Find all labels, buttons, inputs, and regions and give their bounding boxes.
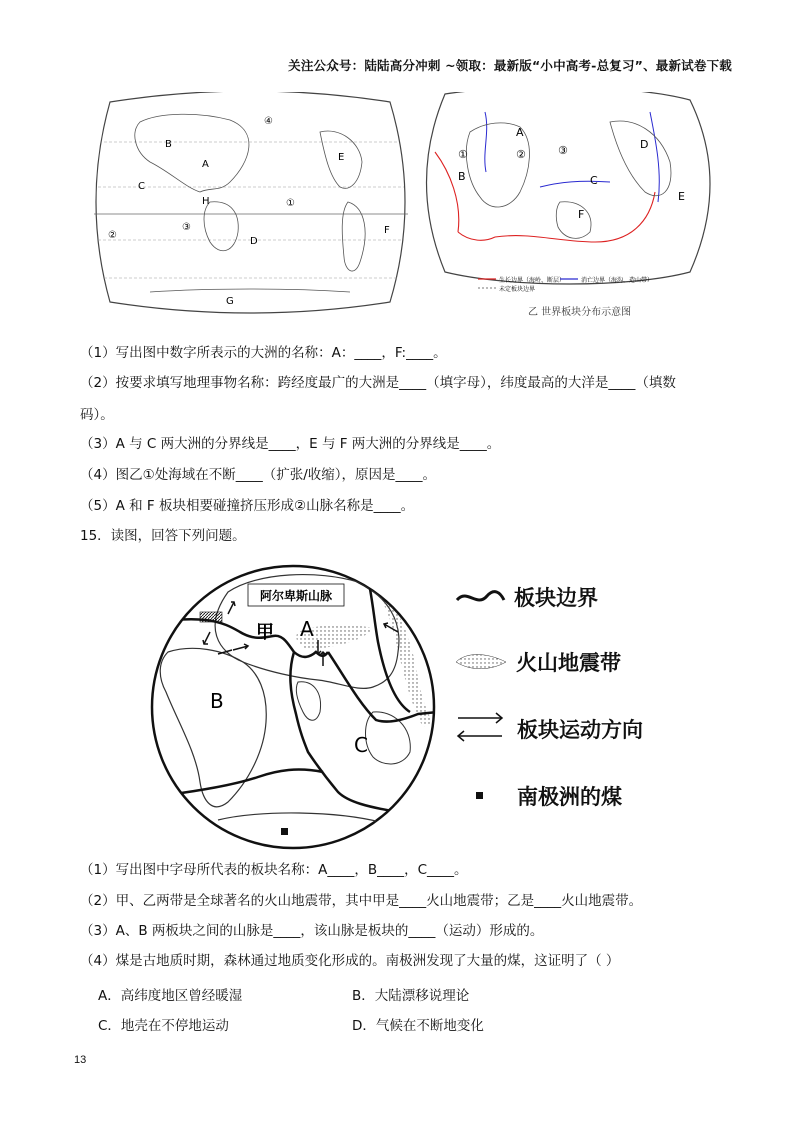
map-jia-label-C: C [138, 181, 145, 192]
antarctica-coal-marker [281, 828, 288, 835]
legend-coal-label: 南极洲的煤 [517, 784, 622, 809]
map-yi-label-F: F [578, 208, 585, 221]
q14-part1: （1）写出图中数字所表示的大洲的名称：A：____，F:____。 [80, 345, 447, 361]
map-jia-label-n1: ① [286, 198, 295, 209]
option-C[interactable]: C．地壳在不停地运动 [98, 1018, 229, 1034]
map-yi-legend-1: 消亡边界（海沟、造山带） [581, 277, 654, 284]
map-yi-legend-0: 生长边界（海岭、断层） [499, 277, 566, 284]
map-jia-label-G: G [226, 296, 234, 307]
legend-motion-symbol [458, 713, 502, 741]
alps-label: 阿尔卑斯山脉 [259, 589, 333, 603]
legend-volcano-symbol [456, 655, 506, 669]
map-yi-label-E: E [678, 190, 685, 203]
option-A[interactable]: A．高纬度地区曾经暖湿 [98, 988, 243, 1004]
legend-boundary-label: 板块边界 [514, 585, 598, 610]
map-jia-label-E: E [338, 152, 345, 163]
map-jia-label-F: F [384, 225, 390, 236]
q15-part2: （2）甲、乙两带是全球著名的火山地震带，其中甲是____火山地震带；乙是____火山地震带。 [80, 893, 643, 909]
map-jia-label-B: B [165, 139, 172, 150]
map-yi-label-B: B [458, 170, 466, 183]
page-number: 13 [74, 1054, 87, 1066]
legend-coal-symbol [476, 792, 483, 799]
world-maps-figure [90, 92, 730, 322]
map-yi-label-n1: ① [458, 148, 468, 161]
map-yi-label-D: D [640, 138, 649, 151]
map-jia-label-A: A [202, 159, 209, 170]
map-yi-label-n3: ③ [558, 144, 568, 157]
map-jia-label-n2: ② [108, 230, 117, 241]
map-yi [427, 92, 711, 293]
map-jia-label-D: D [250, 236, 258, 247]
map-yi-caption: 乙 世界板块分布示意图 [528, 307, 632, 318]
q15-part3: （3）A、B 两板块之间的山脉是____，该山脉是板块的____（运动）形成的。 [80, 923, 544, 939]
map-yi-label-A: A [516, 126, 524, 139]
belt-jia-label: 甲 [256, 622, 274, 643]
map-yi-label-C: C [590, 174, 598, 187]
option-B[interactable]: B．大陆漂移说理论 [352, 988, 470, 1004]
legend-volcano-label: 火山地震带 [516, 650, 621, 675]
map-jia-label-n3: ③ [182, 222, 191, 233]
plate-map-legend-symbols [452, 578, 512, 828]
alps-marker [200, 612, 222, 622]
map-yi-label-n2: ② [516, 148, 526, 161]
q14-part4: （4）图乙①处海域在不断____（扩张/收缩），原因是____。 [80, 467, 436, 483]
q14-part2-line1: （2）按要求填写地理事物名称：跨经度最广的大洲是____（填字母），纬度最高的大洋是____（填数 [80, 375, 676, 391]
q15-title: 15．读图，回答下列问题。 [80, 528, 246, 544]
plate-C-label: C [354, 733, 368, 757]
q15-part4: （4）煤是古地质时期，森林通过地质变化形成的。南极洲发现了大量的煤，这证明了（ ） [80, 953, 620, 969]
legend-boundary-symbol [457, 592, 504, 600]
option-D[interactable]: D．气候在不断地变化 [352, 1018, 484, 1034]
map-jia-label-H: H [202, 196, 210, 207]
q14-part5: （5）A 和 F 板块相要碰撞挤压形成②山脉名称是____。 [80, 498, 415, 514]
plate-B-label: B [210, 689, 224, 713]
q14-part3: （3）A 与 C 两大洲的分界线是____，E 与 F 两大洲的分界线是____。 [80, 436, 501, 452]
page-header: 关注公众号：陆陆高分冲刺 ~领取：最新版“小中高考-总复习”、最新试卷下载 [288, 58, 732, 73]
legend-motion-label: 板块运动方向 [517, 717, 643, 742]
q14-part2-line2: 码）。 [80, 407, 114, 423]
q15-part1: （1）写出图中字母所代表的板块名称：A____，B____，C____。 [80, 862, 468, 878]
plate-A-label: A [300, 617, 314, 641]
map-jia-label-n4: ④ [264, 116, 273, 127]
map-jia [94, 92, 408, 313]
map-yi-legend-2: 未定板块边界 [499, 286, 536, 293]
plate-map-figure [148, 562, 438, 852]
